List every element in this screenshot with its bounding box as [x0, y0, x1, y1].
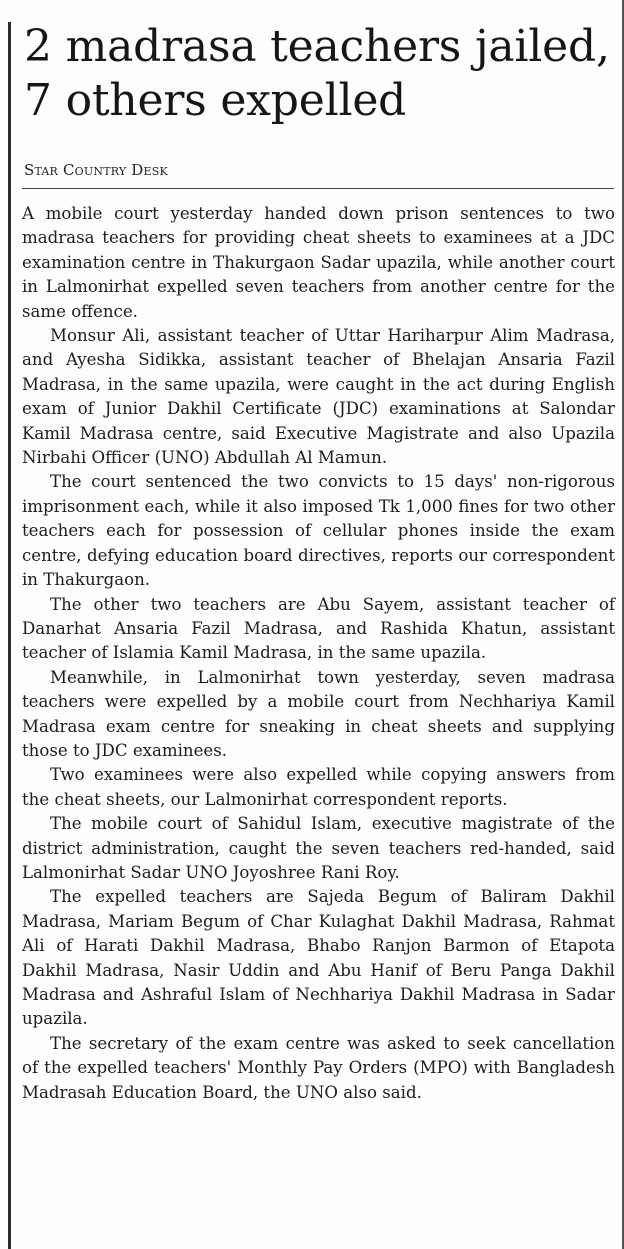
headline: 2 madrasa teachers jailed, 7 others expelled [24, 21, 610, 126]
byline: Star Country Desk [24, 161, 168, 179]
paragraph: Meanwhile, in Lalmonirhat town yesterday, seven madrasa teachers were expelled by a mobile court from Nechhariya Kamil Madrasa exam centre for sneaking in cheat sheets and supplying those to JDC examinees. [22, 667, 615, 760]
paragraph: The other two teachers are Abu Sayem, assistant teacher of Danarhat Ansaria Fazil Madrasa, and Rashida Khatun, assistant teacher of Islamia Kamil Madrasa, in the same upazila. [22, 594, 615, 663]
paragraph: Two examinees were also expelled while copying answers from the cheat sheets, our Lalmonirhat correspondent reports. [22, 765, 615, 809]
paragraph: The expelled teachers are Sajeda Begum of Baliram Dakhil Madrasa, Mariam Begum of Char Kulaghat Dakhil Madrasa, Rahmat Ali of Harati Dakhil Madrasa, Bhabo Ranjon Barmon of Etapota Dakhil Madrasa, Nasir Uddin and Abu Hanif of Beru Panga Dakhil Madrasa and Ashraful Islam of Nechhariya Dakhil Madrasa in Sadar upazila. [22, 887, 615, 1029]
paragraph: The mobile court of Sahidul Islam, executive magistrate of the district administration, caught the seven teachers red-handed, said Lalmonirhat Sadar UNO Joyoshree Rani Roy. [22, 814, 615, 882]
paragraph: The court sentenced the two convicts to 15 days' non-rigorous imprisonment each, while it also imposed Tk 1,000 fines for two other teachers each for possession of cellular phones inside the exam centre, defying education board directives, reports our correspondent in Thakurgaon. [22, 472, 615, 590]
paragraph: Monsur Ali, assistant teacher of Uttar Hariharpur Alim Madrasa, and Ayesha Sidikka, assistant teacher of Bhelajan Ansaria Fazil Madrasa, in the same upazila, were caught in the act during English exam of Junior Dakhil Certificate (JDC) examinations at Salondar Kamil Madrasa centre, said Executive Magistrate and also Upazila Nirbahi Officer (UNO) Abdullah Al Mamun. [22, 326, 615, 468]
left-column-rule [8, 22, 11, 1249]
paragraph: The secretary of the exam centre was asked to seek cancellation of the expelled teachers' Monthly Pay Orders (MPO) with Bangladesh Madrasah Education Board, the UNO also said. [22, 1033, 615, 1102]
byline-divider [22, 188, 614, 189]
article-body [22, 202, 615, 1105]
paragraph: A mobile court yesterday handed down prison sentences to two madrasa teachers for providing cheat sheets to examinees at a JDC examination centre in Thakurgaon Sadar upazila, while another court in Lalmonirhat expelled seven teachers from another centre for the same offence. [22, 204, 615, 321]
